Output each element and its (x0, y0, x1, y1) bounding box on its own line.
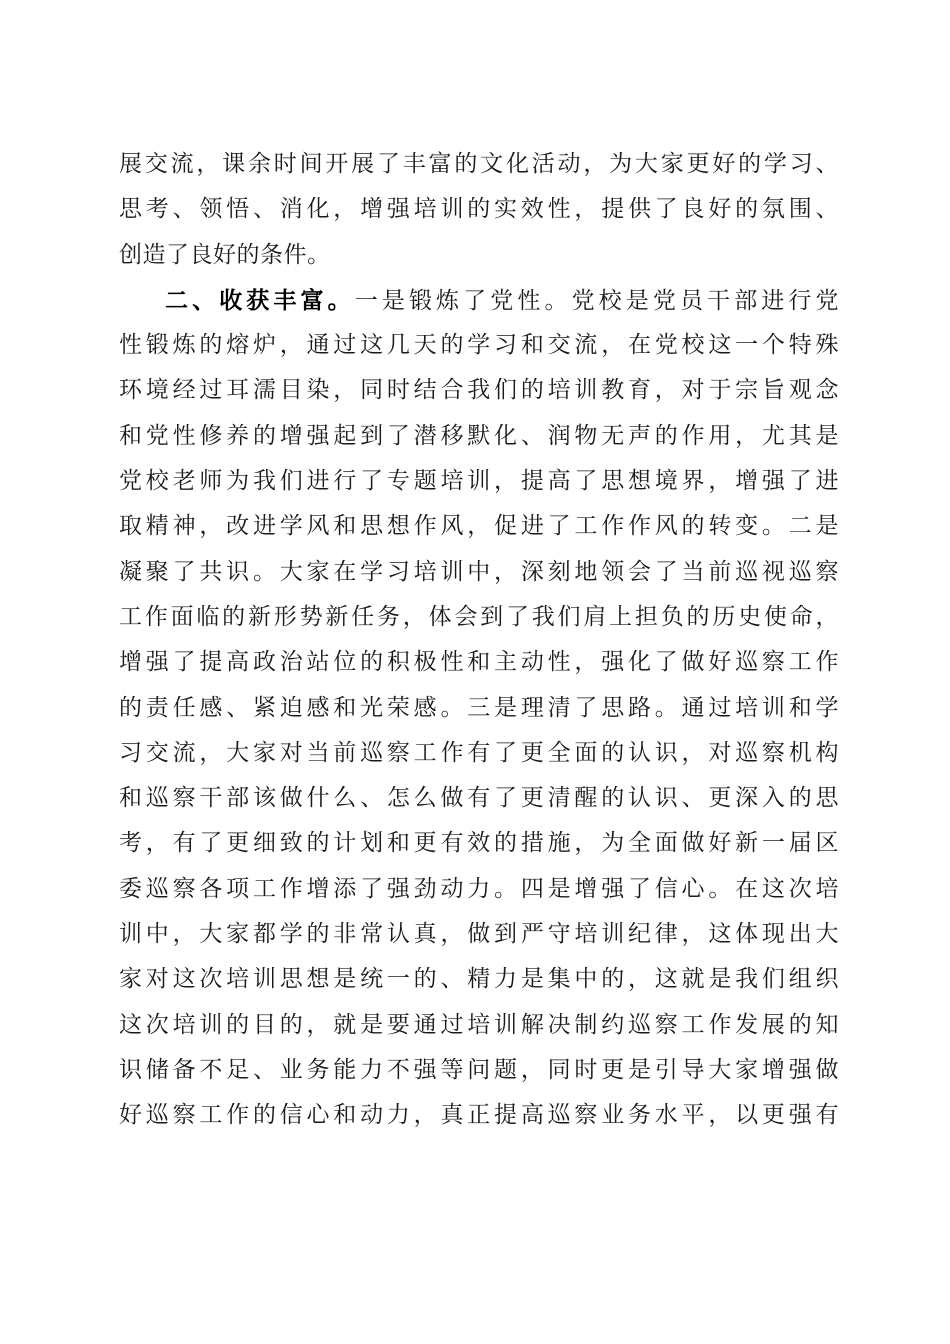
text-line: 家对这次培训思想是统一的、精力是集中的，这就是我们组织 (119, 966, 839, 993)
text-line: 和巡察干部该做什么、怎么做有了更清醒的认识、更深入的思 (119, 785, 839, 812)
text-line: 和党性修养的增强起到了潜移默化、润物无声的作用，尤其是 (119, 422, 839, 449)
text-line: 好巡察工作的信心和动力，真正提高巡察业务水平，以更强有 (119, 1102, 839, 1129)
section-heading: 二、收获丰富。 (165, 286, 355, 314)
paragraph-first-line (119, 278, 839, 323)
text-line: 工作面临的新形势新任务，体会到了我们肩上担负的历史使命， (119, 603, 839, 630)
text-line: 委巡察各项工作增添了强劲动力。四是增强了信心。在这次培 (119, 875, 839, 902)
text-line: 这次培训的目的，就是要通过培训解决制约巡察工作发展的知 (119, 1011, 839, 1038)
text-line: 识储备不足、业务能力不强等问题，同时更是引导大家增强做 (119, 1056, 839, 1083)
text-run: 一是锻炼了党性。党校是党员干部进行党 (354, 287, 840, 314)
text-line: 环境经过耳濡目染，同时结合我们的培训教育，对于宗旨观念 (119, 377, 839, 404)
text-line: 展交流，课余时间开展了丰富的文化活动，为大家更好的学习、 (119, 151, 839, 177)
text-line: 创造了良好的条件。 (119, 241, 331, 268)
text-line: 取精神，改进学风和思想作风，促进了工作作风的转变。二是 (119, 513, 839, 540)
text-line: 性锻炼的熔炉，通过这几天的学习和交流，在党校这一个特殊 (119, 332, 839, 359)
text-line: 增强了提高政治站位的积极性和主动性，强化了做好巡察工作 (119, 649, 839, 676)
text-line: 习交流，大家对当前巡察工作有了更全面的认识，对巡察机构 (119, 739, 839, 766)
text-line: 训中，大家都学的非常认真，做到严守培训纪律，这体现出大 (119, 921, 839, 948)
text-line: 凝聚了共识。大家在学习培训中，深刻地领会了当前巡视巡察 (119, 558, 839, 585)
text-line: 思考、领悟、消化，增强培训的实效性，提供了良好的氛围、 (119, 196, 839, 223)
text-line: 的责任感、紧迫感和光荣感。三是理清了思路。通过培训和学 (119, 694, 839, 721)
document-body (119, 142, 839, 1139)
text-line: 党校老师为我们进行了专题培训，提高了思想境界，增强了进 (119, 468, 839, 495)
text-line: 考，有了更细致的计划和更有效的措施，为全面做好新一届区 (119, 830, 839, 857)
